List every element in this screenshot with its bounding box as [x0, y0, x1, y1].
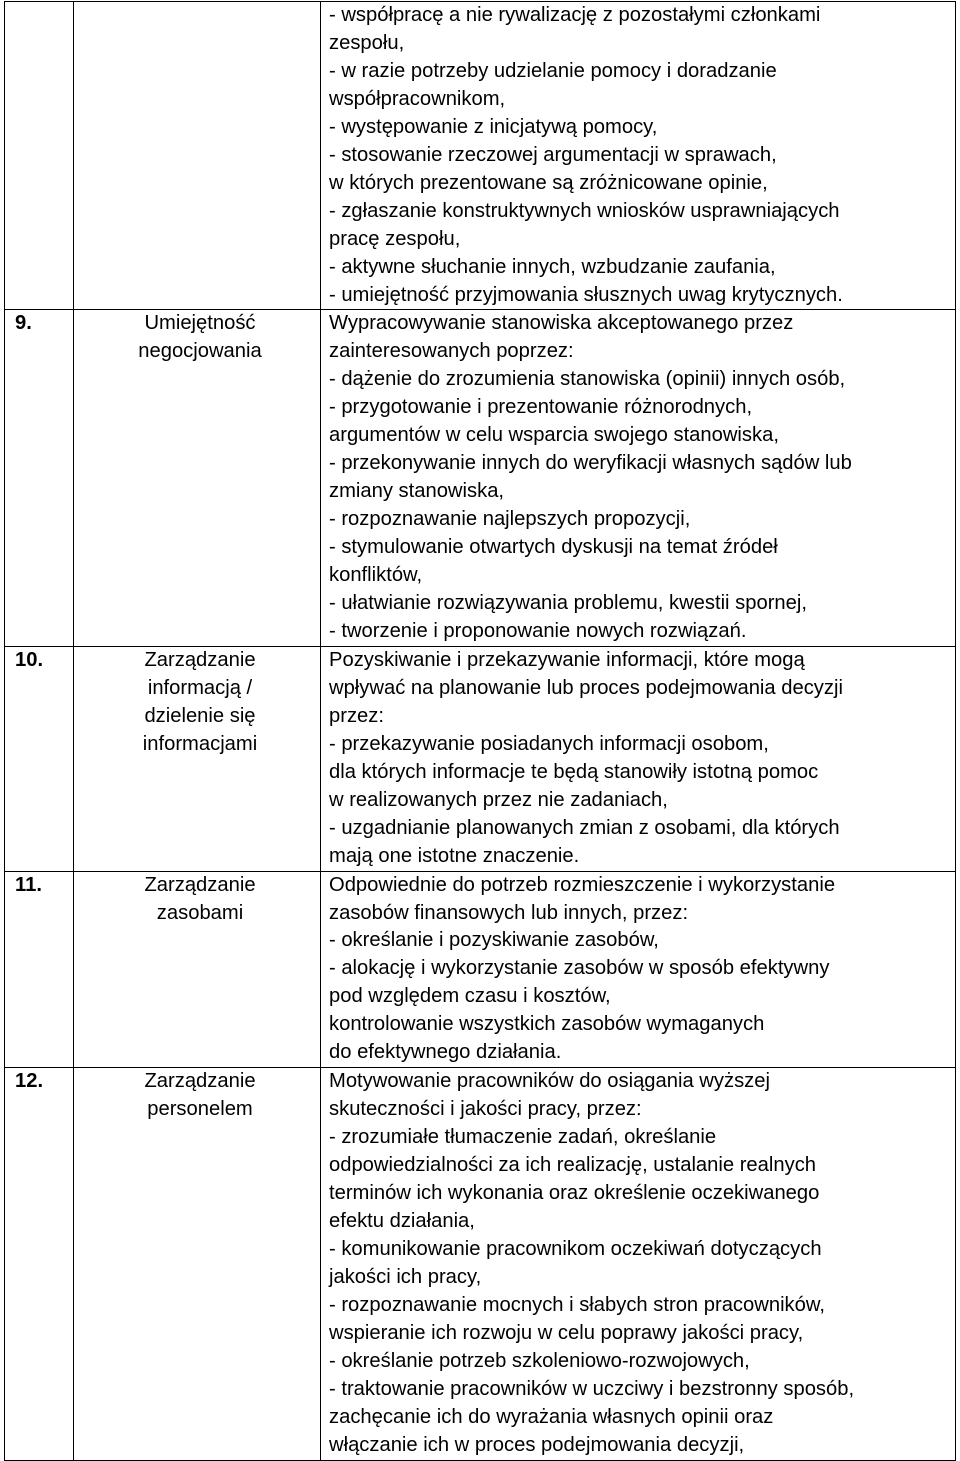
competency-name-cell	[74, 871, 321, 1068]
competency-description-line: - przekazywanie posiadanych informacji osobom,	[329, 732, 769, 755]
table-row	[5, 2, 956, 310]
competency-description-line: pracę zespołu,	[329, 227, 461, 250]
competency-name-line: informacjami	[142, 732, 258, 755]
competency-description-line: - rozpoznawanie mocnych i słabych stron pracowników,	[329, 1293, 825, 1316]
competency-description-line: - umiejętność przyjmowania słusznych uwag krytycznych.	[329, 283, 843, 306]
competency-name-line: informacją /	[147, 676, 253, 699]
competency-description-line: - określanie potrzeb szkoleniowo-rozwojowych,	[329, 1349, 750, 1372]
competency-description-line: skuteczności i jakości pracy, przez:	[329, 1098, 642, 1121]
competency-description-cell	[321, 646, 956, 871]
competency-description-line: kontrolowanie wszystkich zasobów wymaganych	[329, 1013, 765, 1036]
competency-name-line: zasobami	[156, 901, 244, 924]
competency-description-line: - określanie i pozyskiwanie zasobów,	[329, 929, 659, 952]
row-number-cell	[5, 2, 74, 310]
competency-description-line: - współpracę a nie rywalizację z pozostałymi członkami	[329, 4, 821, 26]
competency-name-cell	[74, 646, 321, 871]
competency-description-cell	[321, 2, 956, 310]
competency-description-line: - komunikowanie pracownikom oczekiwań dotyczących	[329, 1237, 822, 1260]
competency-description-line: w realizowanych przez nie zadaniach,	[329, 788, 668, 811]
competency-description-line: włączanie ich w proces podejmowania decyzji,	[329, 1433, 745, 1456]
row-number: 12.	[15, 1070, 44, 1093]
row-number-cell	[5, 1068, 74, 1460]
competency-description-line: Wypracowywanie stanowiska akceptowanego przez	[329, 312, 794, 335]
competency-description-line: - dążenie do zrozumienia stanowiska (opinii) innych osób,	[329, 368, 846, 391]
competency-name-cell	[74, 310, 321, 646]
competency-description-line: w których prezentowane są zróżnicowane opinie,	[329, 171, 768, 194]
competency-description-line: współpracownikom,	[329, 87, 506, 110]
competency-description-line: - stosowanie rzeczowej argumentacji w sprawach,	[329, 143, 777, 166]
table-row	[5, 1068, 956, 1460]
competency-name-line: negocjowania	[138, 340, 262, 363]
competency-name-line: Zarządzanie	[144, 873, 256, 896]
competency-description-line: Motywowanie pracowników do osiągania wyższej	[329, 1070, 770, 1093]
competency-description-line: - aktywne słuchanie innych, wzbudzanie zaufania,	[329, 255, 776, 278]
competency-description-line: - stymulowanie otwartych dyskusji na temat źródeł	[329, 536, 778, 559]
table-row	[5, 310, 956, 646]
competency-description-cell	[321, 871, 956, 1068]
competency-description-line: - przekonywanie innych do weryfikacji własnych sądów lub	[329, 452, 852, 475]
competency-table	[4, 1, 956, 1461]
row-number: 9.	[15, 312, 32, 335]
competency-description-line: - rozpoznawanie najlepszych propozycji,	[329, 508, 691, 531]
competency-description-line: konfliktów,	[329, 564, 423, 587]
competency-description-line: efektu działania,	[329, 1209, 475, 1232]
competency-description-line: - alokację i wykorzystanie zasobów w sposób efektywny	[329, 957, 830, 980]
competency-description-line: zachęcanie ich do wyrażania własnych opinii oraz	[329, 1405, 774, 1428]
competency-description-line: - zgłaszanie konstruktywnych wniosków usprawniających	[329, 199, 840, 222]
row-number: 10.	[15, 648, 44, 671]
competency-name-line: dzielenie się	[144, 704, 256, 727]
competency-description-line: zmiany stanowiska,	[329, 480, 505, 503]
competency-name-line: Zarządzanie	[144, 1070, 256, 1093]
competency-name-cell	[74, 2, 321, 310]
competency-name-line: Umiejętność	[144, 312, 256, 335]
competency-description-line: wspieranie ich rozwoju w celu poprawy jakości pracy,	[329, 1321, 804, 1344]
competency-description-cell	[321, 1068, 956, 1460]
row-number-cell	[5, 646, 74, 871]
competency-description-line: mają one istotne znaczenie.	[329, 844, 580, 867]
competency-description-line: pod względem czasu i kosztów,	[329, 985, 611, 1008]
row-number-cell	[5, 310, 74, 646]
competency-description-line: Pozyskiwanie i przekazywanie informacji, które mogą	[329, 648, 805, 671]
competency-description-line: do efektywnego działania.	[329, 1041, 562, 1064]
competency-description-line: zainteresowanych poprzez:	[329, 340, 574, 363]
competency-description-line: - zrozumiałe tłumaczenie zadań, określanie	[329, 1126, 717, 1149]
competency-description-line: - ułatwianie rozwiązywania problemu, kwestii spornej,	[329, 592, 807, 615]
competency-description-line: - traktowanie pracowników w uczciwy i bezstronny sposób,	[329, 1377, 855, 1400]
competency-table-body	[5, 2, 956, 1461]
competency-name-line: personelem	[147, 1098, 253, 1121]
competency-description-line: jakości ich pracy,	[329, 1265, 482, 1288]
competency-name-cell	[74, 1068, 321, 1460]
competency-description-line: - tworzenie i proponowanie nowych rozwiązań.	[329, 619, 747, 642]
competency-description-line: przez:	[329, 704, 384, 727]
competency-description-line: odpowiedzialności za ich realizację, ustalanie realnych	[329, 1154, 817, 1177]
competency-description-line: Odpowiednie do potrzeb rozmieszczenie i wykorzystanie	[329, 873, 836, 896]
competency-description-line: terminów ich wykonania oraz określenie oczekiwanego	[329, 1182, 820, 1205]
competency-description-line: - w razie potrzeby udzielanie pomocy i doradzanie	[329, 59, 777, 82]
competency-description-line: - występowanie z inicjatywą pomocy,	[329, 115, 658, 138]
row-number: 11.	[15, 873, 42, 896]
competency-description-line: argumentów w celu wsparcia swojego stanowiska,	[329, 424, 779, 447]
competency-description-cell	[321, 310, 956, 646]
competency-description-line: zespołu,	[329, 31, 405, 54]
row-number-cell	[5, 871, 74, 1068]
table-row	[5, 871, 956, 1068]
competency-description-line: zasobów finansowych lub innych, przez:	[329, 901, 689, 924]
table-row	[5, 646, 956, 871]
competency-description-line: dla których informacje te będą stanowiły istotną pomoc	[329, 760, 819, 783]
competency-description-line: wpływać na planowanie lub proces podejmowania decyzji	[329, 676, 843, 699]
competency-description-line: - przygotowanie i prezentowanie różnorodnych,	[329, 396, 753, 419]
competency-name-line: Zarządzanie	[144, 648, 256, 671]
competency-description-line: - uzgadnianie planowanych zmian z osobami, dla których	[329, 816, 840, 839]
